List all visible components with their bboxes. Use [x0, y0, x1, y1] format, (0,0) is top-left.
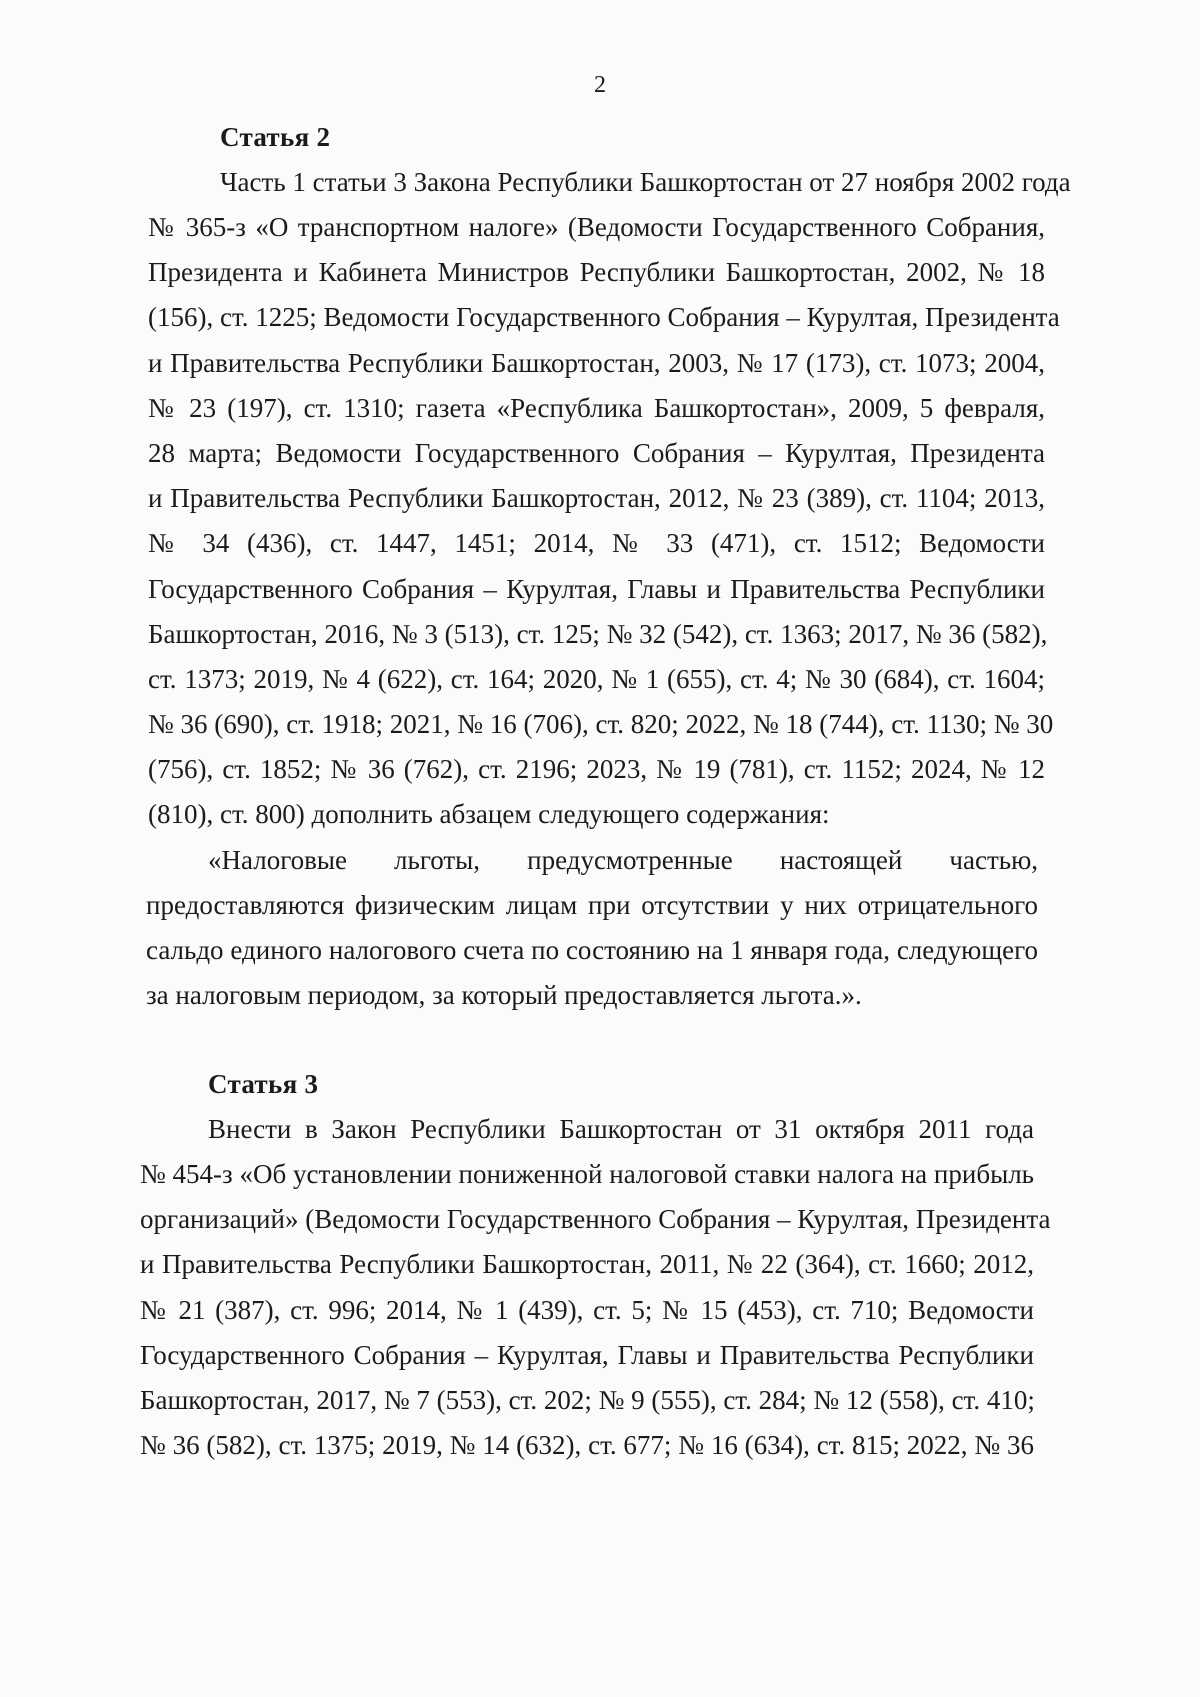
article-3-first-line	[208, 1107, 1034, 1152]
paragraph-line: и Правительства Республики Башкортостан, 2011, № 22 (364), ст. 1660; 2012,	[140, 1249, 1034, 1280]
article-3-paragraph	[140, 1152, 1051, 1468]
paragraph-line: № 23 (197), ст. 1310; газета «Республика Башкортостан», 2009, 5 февраля,	[148, 392, 1045, 423]
paragraph-line: и Правительства Республики Башкортостан, 2012, № 23 (389), ст. 1104; 2013,	[148, 483, 1045, 514]
paragraph-line: 28 марта; Ведомости Государственного Собрания – Курултая, Президента	[148, 437, 1045, 468]
paragraph-line: № 34 (436), ст. 1447, 1451; 2014, № 33 (471), ст. 1512; Ведомости	[148, 528, 1045, 559]
article-2-heading	[220, 115, 420, 160]
quote-line: «Налоговые льготы, предусмотренные настоящей частью,	[208, 845, 1038, 875]
paragraph-line: № 365-з «О транспортном налоге» (Ведомости Государственного Собрания,	[148, 212, 1045, 242]
paragraph-line: Башкортостан, 2017, № 7 (553), ст. 202; № 9 (555), ст. 284; № 12 (558), ст. 410;	[140, 1384, 1035, 1415]
paragraph-line: (756), ст. 1852; № 36 (762), ст. 2196; 2023, № 19 (781), ст. 1152; 2024, № 12	[148, 754, 1045, 785]
paragraph-line: Государственного Собрания – Курултая, Главы и Правительства Республики	[140, 1339, 1034, 1370]
paragraph-line: Внести в Закон Республики Башкортостан от 31 октября 2011 года	[208, 1114, 1034, 1144]
paragraph-line: организаций» (Ведомости Государственного Собрания – Курултая, Президента	[140, 1204, 1051, 1235]
article-heading-text: Статья 3	[208, 1069, 319, 1099]
paragraph-line: Часть 1 статьи 3 Закона Республики Башкортостан от 27 ноября 2002 года	[220, 167, 1071, 197]
paragraph-line: № 21 (387), ст. 996; 2014, № 1 (439), ст. 5; № 15 (453), ст. 710; Ведомости	[140, 1294, 1034, 1325]
paragraph-line: (810), ст. 800) дополнить абзацем следующего содержания:	[148, 799, 830, 830]
article-3-heading	[208, 1062, 408, 1107]
paragraph-line: № 454-з «Об установлении пониженной налоговой ставки налога на прибыль	[140, 1159, 1034, 1189]
paragraph-line: № 36 (582), ст. 1375; 2019, № 14 (632), ст. 677; № 16 (634), ст. 815; 2022, № 36	[140, 1430, 1034, 1461]
paragraph-line: Башкортостан, 2016, № 3 (513), ст. 125; № 32 (542), ст. 1363; 2017, № 36 (582),	[148, 618, 1048, 649]
quote-line: сальдо единого налогового счета по состоянию на 1 января года, следующего	[146, 935, 1038, 966]
amendment-quote-first-line	[208, 838, 1038, 883]
paragraph-line: и Правительства Республики Башкортостан, 2003, № 17 (173), ст. 1073; 2004,	[148, 347, 1045, 378]
page-number: 2	[594, 72, 606, 98]
article-2-first-line	[220, 160, 1071, 205]
paragraph-line: ст. 1373; 2019, № 4 (622), ст. 164; 2020, № 1 (655), ст. 4; № 30 (684), ст. 1604;	[148, 663, 1045, 694]
paragraph-line: Президента и Кабинета Министров Республики Башкортостан, 2002, № 18	[148, 257, 1045, 288]
quote-line: предоставляются физическим лицам при отсутствии у них отрицательного	[146, 890, 1038, 920]
quote-line: за налоговым периодом, за который предоставляется льгота.».	[146, 980, 862, 1011]
paragraph-line: (156), ст. 1225; Ведомости Государственного Собрания – Курултая, Президента	[148, 302, 1060, 333]
paragraph-line: Государственного Собрания – Курултая, Главы и Правительства Республики	[148, 573, 1045, 604]
article-2-paragraph	[148, 205, 1060, 838]
paragraph-line: № 36 (690), ст. 1918; 2021, № 16 (706), ст. 820; 2022, № 18 (744), ст. 1130; № 30	[148, 709, 1054, 740]
amendment-quote	[146, 883, 1038, 1019]
article-heading-text: Статья 2	[220, 122, 331, 152]
